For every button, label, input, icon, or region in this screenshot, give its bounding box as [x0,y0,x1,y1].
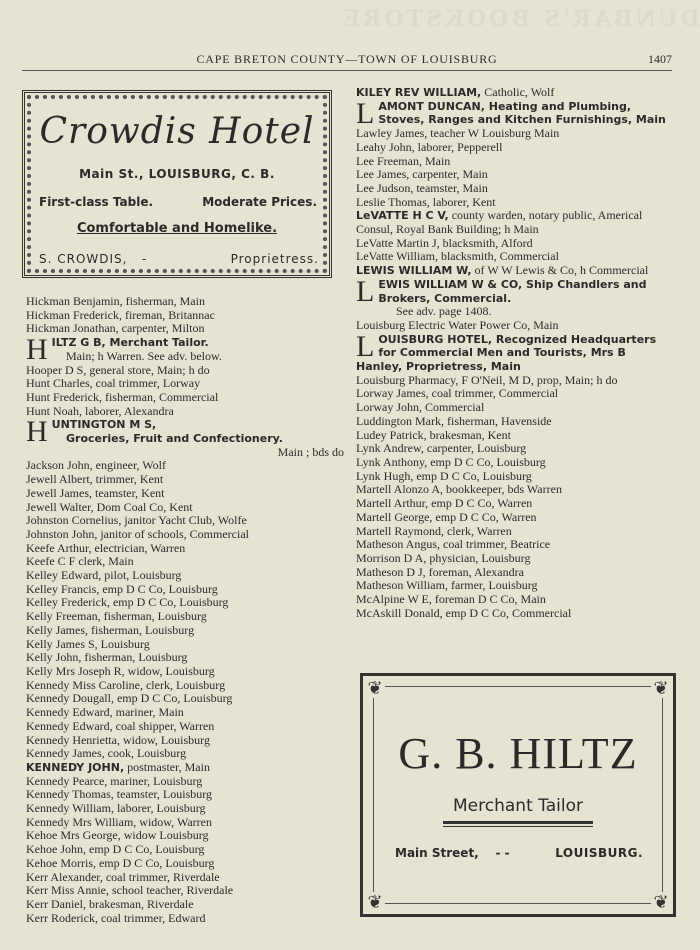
directory-entry: Hunt Charles, coal trimmer, Lorway [26,376,201,391]
directory-entry: Hickman Frederick, fireman, Britannac [26,307,215,322]
directory-entry: Jewell Albert, trimmer, Kent [26,472,164,487]
crowdis-ad-motto: Comfortable and Homelike. [76,221,278,236]
hiltz-ad-trade: Merchant Tailor [453,796,583,816]
directory-entry: Hooper D S, general store, Main; h do [26,362,210,377]
directory-entry: Luddington Mark, fisherman, Havenside [356,413,552,428]
bleed-through-text: DUNBAR'S BOOKSTORE [340,6,700,32]
directory-entry: Kehoe Morris, emp D C Co, Louisburg [26,855,215,870]
directory-entry: Johnston Cornelius, janitor Yacht Club, Wolfe [26,513,247,528]
hiltz-ad [360,673,676,917]
entry-bold-name: KENNEDY JOHN, [26,760,125,774]
directory-entry: Lynk Anthony, emp D C Co, Louisburg [356,454,546,469]
hiltz-ad-street [395,846,510,860]
directory-entry [26,761,344,775]
directory-entry: Kennedy Pearce, mariner, Louisburg [26,773,203,788]
directory-entry: LeVatte William, blacksmith, Commercial [356,249,559,264]
directory-entry: Martell Arthur, emp D C Co, Warren [356,496,533,511]
directory-entry: Kelly Mrs Joseph R, widow, Louisburg [26,663,215,678]
entry-rest-text: Main ; bds do [277,444,344,459]
directory-entry: Kerr Miss Annie, school teacher, Riverdale [26,883,234,898]
directory-entry: Ludey Patrick, brakesman, Kent [356,427,511,442]
directory-entry: Hunt Noah, laborer, Alexandra [26,403,174,418]
entry-bold-name: KILEY REV WILLIAM, [356,86,482,99]
directory-entry: Kennedy Edward, coal shipper, Warren [26,718,215,733]
directory-entry: Matheson Angus, coal trimmer, Beatrice [356,537,551,552]
directory-entry [356,274,674,319]
directory-entry: Jewell Walter, Dom Coal Co, Kent [26,499,193,514]
directory-entry: Jewell James, teamster, Kent [26,485,165,500]
directory-entry: Martell Alonzo A, bookkeeper, bds Warren [356,482,562,497]
directory-entry [26,333,344,367]
hiltz-ad-inner-border [373,686,663,904]
directory-entry: Louisburg Pharmacy, F O'Neil, M D, prop, Main; h do [356,372,618,387]
crowdis-ad-proprietor: S. CROWDIS, [39,252,128,266]
entry-bold-text: AMONT DUNCAN, Heating and Plumbing, Stoves, Ranges and Kitchen Furnishings, Main [378,99,666,127]
fleuron-ornament-icon: ❦ [365,678,385,698]
entry-initial: L [356,96,375,130]
directory-entry: Lee James, carpenter, Main [356,167,488,182]
hiltz-ad-city: LOUISBURG. [555,846,643,860]
directory-entry: Keefe C F clerk, Main [26,554,134,569]
directory-entry: McAlpine W E, foreman D C Co, Main [356,592,546,607]
directory-entry: Kennedy James, cook, Louisburg [26,746,187,761]
entry-rest-text: postmaster, Main [124,759,210,774]
entry-bold-text: EWIS WILLIAM W & CO, Ship Chandlers and Brokers, Commercial. [378,277,647,305]
directory-entry [356,329,674,374]
page-header [22,52,672,71]
directory-entry: Lorway John, Commercial [356,400,485,415]
directory-entry: Kennedy Dougall, emp D C Co, Louisburg [26,691,233,706]
directory-entry: Morrison D A, physician, Louisburg [356,550,531,565]
directory-entry: Kennedy Edward, mariner, Main [26,705,184,720]
directory-entry: Kehoe Mrs George, widow Louisburg [26,828,209,843]
directory-entry: Kehoe John, emp D C Co, Louisburg [26,842,205,857]
fleuron-ornament-icon: ❦ [651,892,671,912]
crowdis-ad-proprietor-line [39,252,319,266]
fleuron-ornament-icon: ❦ [365,892,385,912]
entry-bold-name: LeVATTE H C V, [356,209,449,223]
left-column-entries [26,295,344,925]
entry-bold-text: Groceries, Fruit and Confectionery. [66,432,283,446]
directory-entry: Lee Judson, teamster, Main [356,180,488,195]
directory-entry: Lee Freeman, Main [356,153,451,168]
crowdis-ad-proprietor-title: Proprietress. [230,252,319,266]
hiltz-ad-street-text: Main Street, [395,846,479,860]
hiltz-ad-rule [443,826,593,827]
directory-entry: Kelly James, fisherman, Louisburg [26,622,195,637]
directory-entry: Kelly James S, Louisburg [26,636,150,651]
directory-entry: Kennedy Mrs William, widow, Warren [26,814,212,829]
directory-entry: LeVatte Martin J, blacksmith, Alford [356,235,533,250]
directory-entry: Kennedy Henrietta, widow, Louisburg [26,732,210,747]
directory-entry [356,86,674,100]
directory-entry: Lawley James, teacher W Louisburg Main [356,126,560,141]
entry-rest-text: See adv. page 1408. [396,304,492,319]
hiltz-ad-dashes: - - [495,846,510,860]
hiltz-ad-name: G. B. HILTZ [398,729,638,778]
directory-entry: Hickman Benjamin, fisherman, Main [26,294,205,308]
page-title: CAPE BRETON COUNTY—TOWN OF LOUISBURG [196,52,498,66]
directory-entry: Louisburg Electric Water Power Co, Main [356,317,559,332]
directory-entry: Leslie Thomas, laborer, Kent [356,194,496,209]
directory-entry: Hunt Frederick, fisherman, Commercial [26,389,219,404]
directory-entry: Kelly Freeman, fisherman, Louisburg [26,609,207,624]
entry-rest-text: county warden, notary public, Americal Consul, Royal Bank Building; h Main [356,208,643,237]
directory-entry: Jackson John, engineer, Wolf [26,458,166,473]
entry-initial: L [356,274,375,308]
crowdis-ad-tagline-left: First-class Table. [39,195,154,209]
directory-entry: Kelly John, fisherman, Louisburg [26,650,188,665]
directory-entry: Kerr Roderick, coal trimmer, Edward [26,910,206,925]
fleuron-ornament-icon: ❦ [651,678,671,698]
directory-entry [356,209,674,236]
crowdis-ad-address: Main St., LOUISBURG, C. B. [79,167,275,181]
entry-bold-text: OUISBURG HOTEL, Recognized Headquarters for Commercial Men and Tourists, Mrs B Hanley, Proprietress, Main [356,332,657,374]
entry-rest-text: of W W Lewis & Co, h Commercial [471,263,649,278]
directory-entry: Martell Raymond, clerk, Warren [356,523,512,538]
crowdis-ad-name: Crowdis Hotel [39,111,315,152]
directory-entry: Keefe Arthur, electrician, Warren [26,540,186,555]
crowdis-ad-dash: - [141,252,148,266]
directory-entry: Kennedy William, laborer, Louisburg [26,801,206,816]
directory-entry: Hickman Jonathan, carpenter, Milton [26,321,205,336]
directory-entry: Martell George, emp D C Co, Warren [356,509,537,524]
directory-entry: Kelley Frederick, emp D C Co, Louisburg [26,595,229,610]
right-column-entries [356,86,674,620]
page-number: 1407 [648,52,672,66]
entry-bold-name: LEWIS WILLIAM W, [356,264,472,278]
directory-entry: Kennedy Miss Caroline, clerk, Louisburg [26,677,226,692]
entry-bold-text: UNTINGTON M S, [51,418,157,432]
crowdis-ad-tagline-right: Moderate Prices. [202,195,317,209]
entry-bold-text: ILTZ G B, Merchant Tailor. [51,336,209,350]
directory-entry: Johnston John, janitor of schools, Commercial [26,526,249,541]
entry-initial: H [26,415,48,449]
directory-entry: Kerr Daniel, brakesman, Riverdale [26,896,194,911]
entry-rest-text: Main; h Warren. See adv. below. [66,348,222,363]
directory-entry: Matheson William, farmer, Louisburg [356,578,538,593]
entry-initial: H [26,333,48,367]
directory-entry: Matheson D J, foreman, Alexandra [356,564,524,579]
directory-entry [26,415,344,459]
directory-entry: Leahy John, laborer, Pepperell [356,139,503,154]
directory-entry: Kelley Edward, pilot, Louisburg [26,568,182,583]
directory-entry: Lynk Andrew, carpenter, Louisburg [356,441,527,456]
directory-entry [356,264,674,278]
directory-entry: McAskill Donald, emp D C Co, Commercial [356,605,572,620]
crowdis-hotel-ad [22,90,332,278]
directory-entry: Kennedy Thomas, teamster, Louisburg [26,787,213,802]
entry-initial: L [356,329,375,363]
directory-entry: Lynk Hugh, emp D C Co, Louisburg [356,468,532,483]
directory-entry: Kerr Alexander, coal trimmer, Riverdale [26,869,220,884]
hiltz-ad-rule [443,821,593,824]
directory-entry [356,96,674,130]
entry-rest-text: Catholic, Wolf [481,85,555,99]
directory-entry: Kelley Francis, emp D C Co, Louisburg [26,581,218,596]
directory-entry: Lorway James, coal trimmer, Commercial [356,386,559,401]
